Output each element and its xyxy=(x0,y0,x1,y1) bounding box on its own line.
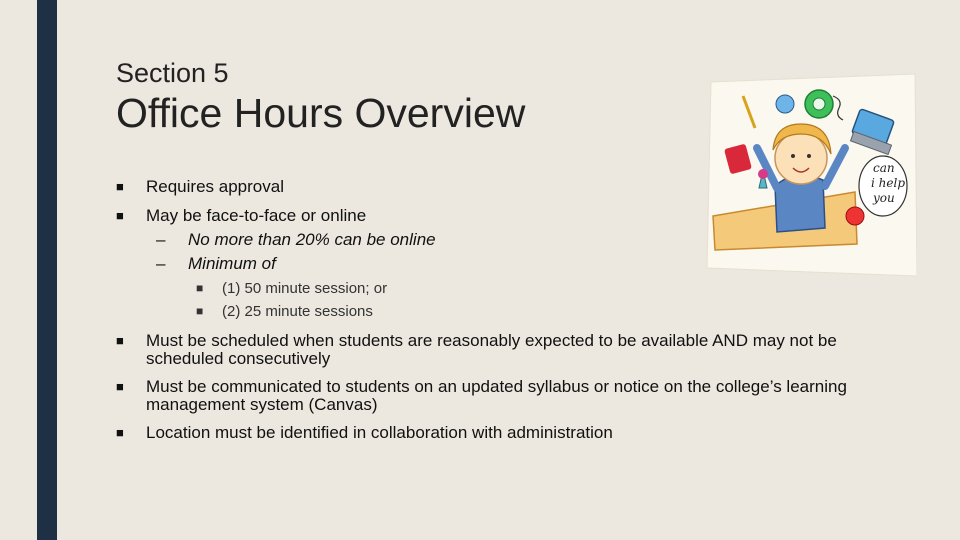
bullet-text: Must be scheduled when students are reasonably expected to be available AND may not be scheduled consecutively xyxy=(146,331,837,368)
sub-sub-bullet-text: (2) 25 minute sessions xyxy=(222,303,373,320)
bullet-text: Location must be identified in collaboration with administration xyxy=(146,423,613,442)
bullet-marker: ■ xyxy=(116,425,124,440)
teacher-helping-illustration xyxy=(705,68,917,278)
sidebar-accent-bar xyxy=(37,0,57,540)
sub-sub-bullet-text: (1) 50 minute session; or xyxy=(222,280,388,297)
bullet-marker: ■ xyxy=(196,304,204,318)
sub-bullet-text: Minimum of xyxy=(188,254,276,273)
dash-marker: – xyxy=(156,254,166,273)
dash-marker: – xyxy=(156,230,166,249)
bullet-marker: ■ xyxy=(116,379,124,394)
bullet-text: Requires approval xyxy=(146,177,284,196)
page-title: Office Hours Overview xyxy=(116,90,526,136)
bullet-text: Must be communicated to students on an updated syllabus or notice on the college’s learning management system (Canvas) xyxy=(146,377,847,414)
bullet-marker: ■ xyxy=(116,208,124,223)
bullet-marker: ■ xyxy=(116,333,124,348)
bullet-item xyxy=(116,424,876,442)
speech-bubble-text: i help xyxy=(871,176,906,190)
bullet-text: May be face-to-face or online xyxy=(146,206,367,225)
sub-sub-bullet-item xyxy=(116,300,876,323)
bullet-marker: ■ xyxy=(196,281,204,295)
bullet-item xyxy=(116,378,876,414)
sub-bullet-text: No more than 20% can be online xyxy=(188,230,436,249)
speech-bubble-text: can xyxy=(873,161,895,175)
sub-sub-bullet-item xyxy=(116,277,876,300)
speech-bubble-text: you xyxy=(873,191,895,205)
bullet-item xyxy=(116,332,876,368)
section-subtitle: Section 5 xyxy=(116,58,229,88)
bullet-marker: ■ xyxy=(116,179,124,194)
